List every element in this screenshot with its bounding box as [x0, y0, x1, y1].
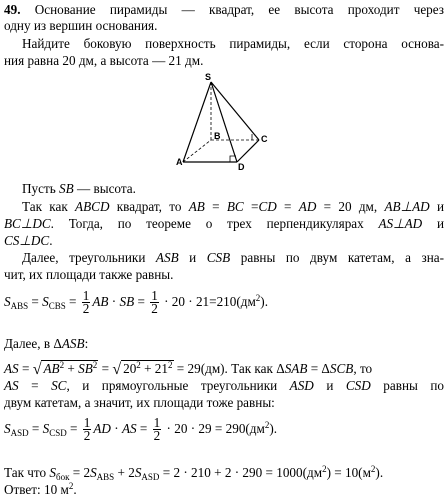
label-b: B: [214, 131, 221, 141]
solution-line-10: Так что $S_{бок} = 2S_{ABS} + 2S_{ASD} = 2 \cdot 210 + 2 \cdot 290 = 1000(дм^2) = 10(м^2)$.: [4, 464, 384, 482]
problem-line-1: 49. Основание пирамиды — квадрат, ее высота проходит через: [4, 2, 444, 17]
radical-2: $20^2 + 21^2$: [123, 360, 173, 376]
pyramid-figure: [168, 70, 278, 170]
problem-line-4: ния равна 20 дм, а высота — 21 дм.: [4, 53, 204, 68]
label-d: D: [238, 162, 245, 170]
solution-line-9: двум катетам, а значит, их площади тоже равны:: [4, 395, 275, 410]
solution-line-3: BC⊥DC. Тогда, по теореме о трех перпендикулярах AS⊥AD и: [4, 216, 445, 231]
solution-line-1: Пусть SB — высота.: [22, 181, 136, 196]
label-s: S: [205, 72, 212, 82]
equation-2: AS = √ $AB^2 + SB^2$ = √ $20^2 + 21^2 = 29(дм)$. Так как ΔSAB = ΔSCB, то: [4, 360, 373, 378]
radical-1: $AB^2 + SB^2$: [43, 360, 98, 376]
solution-line-6: чит, их площади также равны.: [4, 267, 174, 282]
solution-line-2: Так как ABCD квадрат, то AB = BC =CD = AD = 20 дм, AB⊥AD и: [22, 199, 445, 214]
solution-line-4: CS⊥DC.: [4, 233, 53, 248]
fraction-half-1: $\frac{1}{2}$: [82, 288, 90, 317]
answer-line: Ответ: 10 $м^2$.: [4, 481, 77, 497]
solution-line-5: Далее, треугольники ASB и CSB равны по двум катетам, а зна-: [22, 250, 444, 265]
problem-number: 49.: [4, 2, 21, 17]
equation-1: $S_{ABS} = S_{CBS}$ = $\frac{1}{2}$ AB · SB = $\frac{1}{2}$ · $20 \cdot 21=210(дм^2)$.: [4, 288, 268, 317]
fraction-half-2: $\frac{1}{2}$: [151, 288, 158, 317]
problem-line-2: одну из вершин основания.: [4, 18, 158, 33]
fraction-half-3: $\frac{1}{2}$: [83, 415, 91, 444]
solution-line-8: AS = SC, и прямоугольные треугольники ASD и CSD равны по: [4, 378, 445, 393]
label-a: A: [176, 157, 183, 167]
problem-line-3: Найдите боковую поверхность пирамиды, если сторона основа-: [22, 36, 444, 51]
edge-sa: [183, 82, 211, 162]
label-c: C: [261, 134, 268, 144]
edge-sd: [211, 82, 237, 162]
solution-line-7: Далее, в ΔASB:: [4, 336, 89, 351]
fraction-half-4: $\frac{1}{2}$: [153, 415, 161, 444]
edge-dc: [237, 140, 259, 162]
equation-3: $S_{ASD} = S_{CSD}$ = $\frac{1}{2}$ AD · AS = $\frac{1}{2}$ · $20 \cdot 29 = 290(дм^2)$.: [4, 415, 278, 444]
